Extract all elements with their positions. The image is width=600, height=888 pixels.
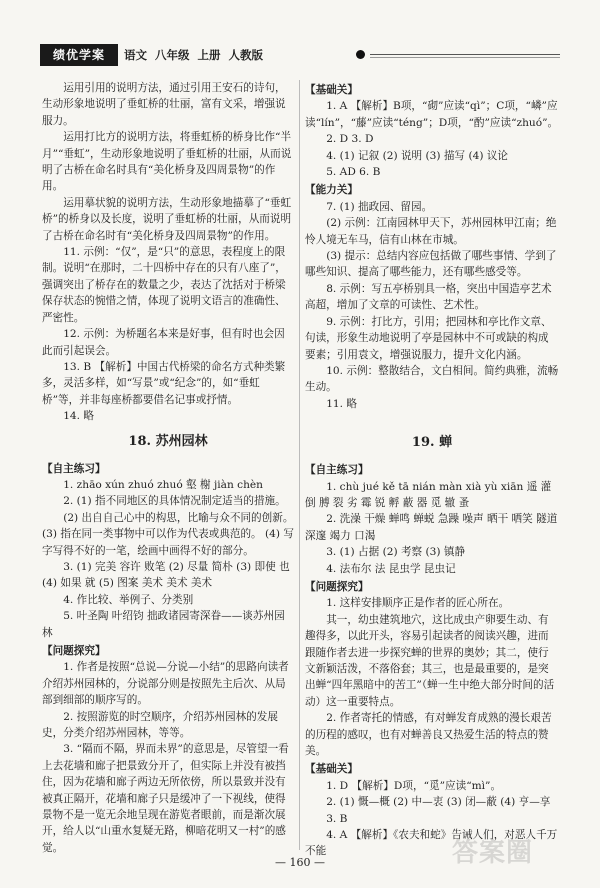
left-column <box>42 80 294 856</box>
section-heading: 【自主练习】 <box>305 464 369 477</box>
section-heading: 【问题探究】 <box>42 645 106 657</box>
header-rule-thin <box>370 57 560 58</box>
paragraph: 运用打比方的说明方法，将垂虹桥的桥身比作“半月”“垂虹”，生动形象地说明了垂虹桥的壮丽，从而说明了古桥在命名时具有“美化桥身及四周景物”的作用。 <box>42 131 292 193</box>
lesson-title: 18. 苏州园林 <box>128 433 208 449</box>
paragraph: 7. (1) 拙政园、留园。 <box>326 200 433 213</box>
paragraph: (2) 出自自己心中的构思，比喻与众不同的创新。 (3) 指在同一类事物中可以作为代表或典范的。 (4) 写字写得不好的一笔，绘画中画得不好的部分。 <box>42 511 294 557</box>
column-divider <box>299 80 300 850</box>
paragraph: 2. 洗澡 干燥 蝉鸣 蝉蜕 急躁 噪声 晒干 哂笑 隧道 深邃 竭力 口渴 <box>305 513 558 542</box>
paragraph: 3. “隔而不隔，界而未界”的意思是，尽管望一看上去花墙和廊子把景致分开了，但实际上并没有被挡住，因为花墙和廊子两边无所依傍，所以景致并没有被真正隔开，花墙和廊子只是缓冲了一下视线，使得景物不是一览无余地呈现在游览者眼前，而是渐次展开，给人以“山重水复疑无路，柳暗花明又一村”的感觉。 <box>42 743 289 854</box>
paragraph: 2. (1) 慨—概 (2) 中—衷 (3) 闭—蔽 (4) 亨—享 <box>326 796 551 809</box>
paragraph: 11. 略 <box>326 397 357 410</box>
paragraph: 1. A 【解析】B项，“砌”应读“qì”；C项，“嶙”应读“lín”，“藤”应读“téng”；D项，“酌”应读“zhuó”。 <box>305 100 559 129</box>
paragraph: 12. 示例：为桥题名本来是好事，但有时也会因此而引起误会。 <box>42 328 285 357</box>
page-number: — 160 — <box>275 856 325 869</box>
paragraph: 8. 示例：写五亭桥别具一格，突出中国造亭艺术高超，增加了文章的可读性、艺术性。 <box>305 282 552 312</box>
paragraph: 2. D 3. D <box>326 133 374 146</box>
paragraph: 4. (1) 记叙 (2) 说明 (3) 描写 (4) 议论 <box>326 149 509 162</box>
paragraph: 2. (1) 指不同地区的具体情况制定适当的措施。 <box>63 495 286 508</box>
header-dot <box>356 50 365 59</box>
paragraph: 11. 示例：“仅”，是“只”的意思，表程度上的限制。说明“在那时，二十四桥中存在的只有八座了”，强调突出了桥存在的数量之少，表达了沈括对于桥梁保存状态的惋惜之情，体现了说明文语言的准确性、严密性。 <box>42 246 286 324</box>
paragraph: 3. B <box>326 812 348 825</box>
paragraph: 2. 作者寄托的情感，有对蝉发育成熟的漫长艰苦的历程的感叹，也有对蝉善良又热爱生活的特点的赞美。 <box>305 712 552 758</box>
brand-label: 绩优学案 <box>40 44 118 66</box>
paragraph: 其一，幼虫建筑地穴，这比成虫产卵要生动、有趣得多，以此开头，容易引起读者的阅读兴趣，进而跟随作者去进一步探究蝉的世界的奥妙；其二，使行文新颖活泼，不落俗套；其三，也是最重要的，是突出蝉“四年黑暗中的苦工”（蝉一生中绝大部分时间的活动）这一重要特点。 <box>305 613 555 708</box>
paragraph: 9. 示例：打比方，引用；把园林和亭比作文章、句读，形象生动地说明了亭是园林中不可或缺的构成要素；引用袁文，增强说服力，提升文化内涵。 <box>305 315 552 361</box>
paragraph: 5. 叶圣陶 叶绍钧 拙政诸园寄深眷——谈苏州园林 <box>42 610 285 639</box>
paragraph: 13. B 【解析】中国古代桥梁的命名方式种类繁多，灵活多样，如“写景”或“纪念”的，如“垂虹桥”等，并非每座桥都要借名记事或抒情。 <box>42 360 286 406</box>
section-heading: 【能力关】 <box>305 184 358 197</box>
paragraph: 4. A 【解析】《农夫和蛇》告诫人们，对恶人千万不能 <box>305 829 558 858</box>
section-heading: 【基础关】 <box>305 84 358 96</box>
paragraph: 5. AD 6. B <box>326 166 381 179</box>
page-header <box>40 44 560 66</box>
paragraph: 运用摹状貌的说明方法，生动形象地描摹了“垂虹桥”的桥身以及长度，说明了垂虹桥的壮丽，从而说明了古桥在命名时有“美化桥身及四周景物”的作用。 <box>42 196 292 242</box>
section-heading: 【自主练习】 <box>42 462 106 475</box>
spacer <box>305 412 559 426</box>
lesson-title: 19. 蝉 <box>411 435 453 451</box>
paragraph: 1. chù jué kě tā nián màn xià yù xiān 遥 灌 倒 膊 裂 劣 霉 锐 孵 蔽 器 觅 辙 蚤 <box>305 480 552 509</box>
paragraph: 4. 法布尔 法 昆虫学 昆虫记 <box>326 562 456 575</box>
header-title: 语文 八年级 上册 人教版 <box>124 48 264 62</box>
paragraph: 1. zhāo xún zhuó zhuó 壑 榭 jiàn chèn <box>63 478 264 491</box>
section-heading: 【基础关】 <box>305 763 358 776</box>
paragraph: 10. 示例：整散结合，文白相间。简约典雅，流畅生动。 <box>305 364 559 394</box>
paragraph: (2) 示例：江南园林甲天下，苏州园林甲江南；绝怜人境无车马，信有山林在市城。 <box>305 217 557 246</box>
paragraph: 3. (1) 完美 容许 败笔 (2) 尽量 简朴 (3) 即使 也 (4) 如果 就 (5) 图案 美术 美术 美术 <box>42 560 290 590</box>
paragraph: 1. D 【解析】D项，“觅”应读“mì”。 <box>326 779 502 792</box>
paragraph: 1. 这样安排顺序正是作者的匠心所在。 <box>326 597 510 610</box>
paragraph: 3. (1) 占据 (2) 考察 (3) 镇静 <box>326 546 466 559</box>
section-heading: 【问题探究】 <box>305 580 369 593</box>
paragraph: (3) 提示：总结内容应包括做了哪些事情、学到了哪些知识、提高了哪些能力，还有哪些感受等。 <box>305 250 557 279</box>
watermark: 答案圈 <box>452 838 534 868</box>
header-rule <box>370 54 560 55</box>
paragraph: 运用引用的说明方法，通过引用王安石的诗句，生动形象地说明了垂虹桥的壮丽，富有文采，增强说服力。 <box>42 82 286 127</box>
paragraph: 2. 按照游览的时空顺序，介绍苏州园林的发展史，分类介绍苏州园林，等等。 <box>42 710 278 740</box>
right-column <box>305 80 559 860</box>
paragraph: 4. 作比较、举例子、分类别 <box>63 593 194 606</box>
paragraph: 14. 略 <box>63 410 94 423</box>
paragraph: 1. 作者是按照“总说—分说—小结”的思路向读者介绍苏州园林的，分说部分则是按照先主后次、从局部到细部的顺序写的。 <box>42 661 289 707</box>
